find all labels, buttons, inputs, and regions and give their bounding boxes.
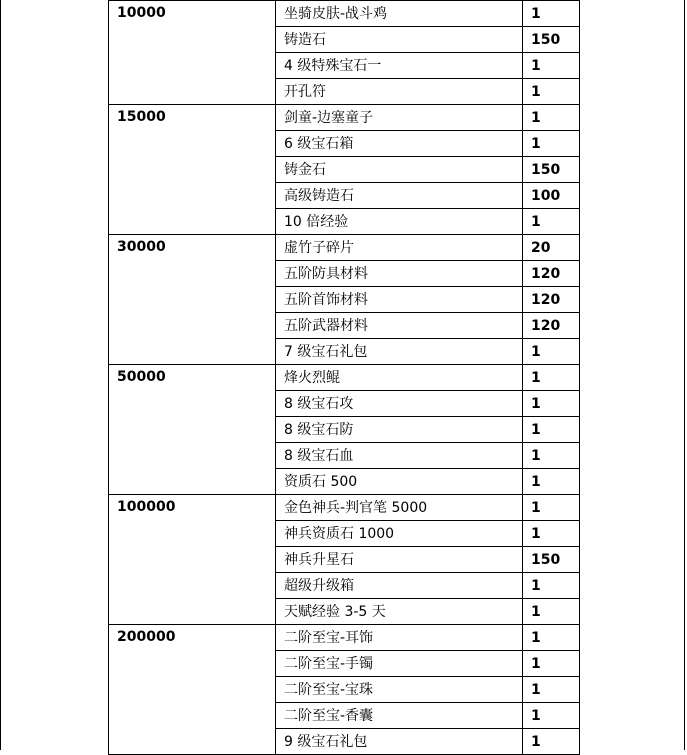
item-name-cell: 二阶至宝-香囊 bbox=[276, 703, 523, 729]
item-name-cell: 烽火烈鲲 bbox=[276, 365, 523, 391]
item-name-cell: 坐骑皮肤-战斗鸡 bbox=[276, 1, 523, 27]
item-name-cell: 二阶至宝-宝珠 bbox=[276, 677, 523, 703]
reward-table bbox=[108, 0, 580, 755]
threshold-cell: 10000 bbox=[109, 1, 276, 105]
item-quantity-cell: 150 bbox=[523, 27, 580, 53]
item-quantity-cell: 1 bbox=[523, 677, 580, 703]
item-quantity-cell: 1 bbox=[523, 443, 580, 469]
item-name-cell: 8 级宝石攻 bbox=[276, 391, 523, 417]
item-name-cell: 10 倍经验 bbox=[276, 209, 523, 235]
page-border-right bbox=[684, 0, 685, 750]
item-name-cell: 8 级宝石防 bbox=[276, 417, 523, 443]
item-quantity-cell: 1 bbox=[523, 365, 580, 391]
table-row bbox=[109, 1, 580, 27]
item-quantity-cell: 120 bbox=[523, 313, 580, 339]
threshold-cell: 30000 bbox=[109, 235, 276, 365]
item-name-cell: 虚竹子碎片 bbox=[276, 235, 523, 261]
item-name-cell: 9 级宝石礼包 bbox=[276, 729, 523, 755]
item-name-cell: 神兵升星石 bbox=[276, 547, 523, 573]
item-name-cell: 4 级特殊宝石一 bbox=[276, 53, 523, 79]
item-quantity-cell: 1 bbox=[523, 105, 580, 131]
table-row bbox=[109, 495, 580, 521]
item-name-cell: 剑童-边塞童子 bbox=[276, 105, 523, 131]
item-quantity-cell: 150 bbox=[523, 157, 580, 183]
item-name-cell: 高级铸造石 bbox=[276, 183, 523, 209]
item-quantity-cell: 1 bbox=[523, 1, 580, 27]
item-name-cell: 资质石 500 bbox=[276, 469, 523, 495]
reward-table-body bbox=[109, 1, 580, 755]
threshold-cell: 200000 bbox=[109, 625, 276, 755]
item-quantity-cell: 100 bbox=[523, 183, 580, 209]
reward-table-container bbox=[108, 0, 579, 755]
item-name-cell: 五阶防具材料 bbox=[276, 261, 523, 287]
item-name-cell: 二阶至宝-手镯 bbox=[276, 651, 523, 677]
item-quantity-cell: 1 bbox=[523, 729, 580, 755]
item-name-cell: 8 级宝石血 bbox=[276, 443, 523, 469]
threshold-cell: 15000 bbox=[109, 105, 276, 235]
item-quantity-cell: 1 bbox=[523, 53, 580, 79]
item-name-cell: 五阶首饰材料 bbox=[276, 287, 523, 313]
item-quantity-cell: 1 bbox=[523, 625, 580, 651]
item-name-cell: 7 级宝石礼包 bbox=[276, 339, 523, 365]
item-name-cell: 金色神兵-判官笔 5000 bbox=[276, 495, 523, 521]
item-quantity-cell: 150 bbox=[523, 547, 580, 573]
item-name-cell: 开孔符 bbox=[276, 79, 523, 105]
table-row bbox=[109, 365, 580, 391]
item-quantity-cell: 20 bbox=[523, 235, 580, 261]
table-row bbox=[109, 625, 580, 651]
item-name-cell: 铸金石 bbox=[276, 157, 523, 183]
item-name-cell: 铸造石 bbox=[276, 27, 523, 53]
item-quantity-cell: 1 bbox=[523, 391, 580, 417]
item-name-cell: 神兵资质石 1000 bbox=[276, 521, 523, 547]
item-quantity-cell: 1 bbox=[523, 521, 580, 547]
item-quantity-cell: 1 bbox=[523, 703, 580, 729]
table-row bbox=[109, 235, 580, 261]
item-quantity-cell: 1 bbox=[523, 599, 580, 625]
item-quantity-cell: 1 bbox=[523, 209, 580, 235]
item-name-cell: 二阶至宝-耳饰 bbox=[276, 625, 523, 651]
item-quantity-cell: 1 bbox=[523, 573, 580, 599]
item-name-cell: 6 级宝石箱 bbox=[276, 131, 523, 157]
item-name-cell: 五阶武器材料 bbox=[276, 313, 523, 339]
item-quantity-cell: 1 bbox=[523, 131, 580, 157]
item-quantity-cell: 1 bbox=[523, 79, 580, 105]
item-quantity-cell: 1 bbox=[523, 339, 580, 365]
item-name-cell: 天赋经验 3-5 天 bbox=[276, 599, 523, 625]
table-row bbox=[109, 105, 580, 131]
item-quantity-cell: 1 bbox=[523, 495, 580, 521]
item-quantity-cell: 120 bbox=[523, 261, 580, 287]
item-quantity-cell: 120 bbox=[523, 287, 580, 313]
item-quantity-cell: 1 bbox=[523, 651, 580, 677]
item-quantity-cell: 1 bbox=[523, 469, 580, 495]
item-quantity-cell: 1 bbox=[523, 417, 580, 443]
threshold-cell: 100000 bbox=[109, 495, 276, 625]
threshold-cell: 50000 bbox=[109, 365, 276, 495]
page-border-left bbox=[0, 0, 1, 750]
item-name-cell: 超级升级箱 bbox=[276, 573, 523, 599]
